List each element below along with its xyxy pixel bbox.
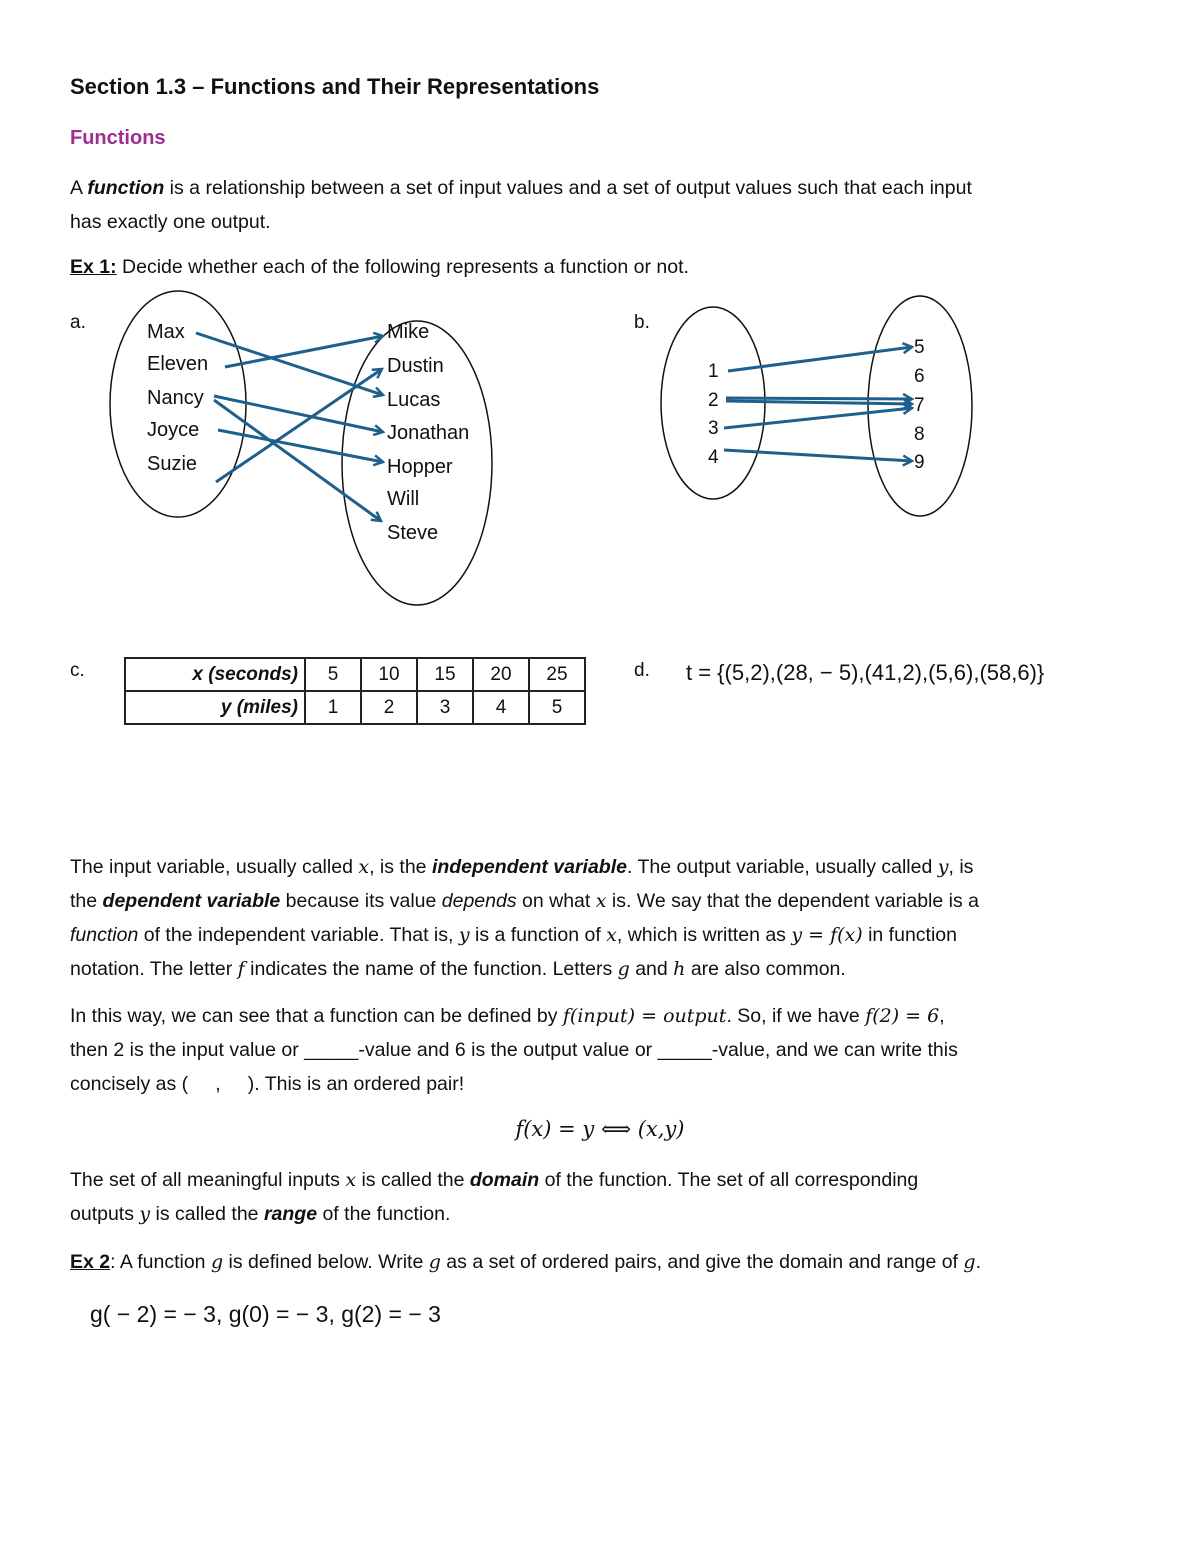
- input-output-paragraph: In this way, we can see that a function can be defined by f(input) = output. So, if we have f(2) = 6, then 2 is the input value or _____-value and 6 is the output value or _____-value, and we can write this concisely as ( , ). This is an ordered pair!: [70, 1005, 958, 1095]
- output-hopper: Hopper: [387, 456, 453, 478]
- input-4: 4: [708, 447, 719, 468]
- input-suzie: Suzie: [147, 453, 198, 475]
- page-title: Section 1.3 – Functions and Their Representations: [70, 74, 600, 99]
- variables-paragraph: The input variable, usually called x, is the independent variable. The output variable, usually called y, is the dependent variable because its value depends on what x is. We say that the dependent variable is a function of the independent variable. That is, y is a function of x, which is written as y = f(x) in function notation. The letter f indicates the name of the function. Letters g and h are also common.: [70, 856, 979, 980]
- function-term: function: [87, 177, 165, 199]
- part-c-label: c.: [70, 660, 85, 681]
- output-6: 6: [914, 366, 925, 387]
- table-cell: 10: [361, 658, 417, 691]
- ex1-prompt: Ex 1: Decide whether each of the following represents a function or not.: [70, 256, 689, 278]
- table-row-y: [125, 691, 585, 724]
- input-joyce: Joyce: [147, 419, 200, 441]
- input-3: 3: [708, 418, 719, 439]
- range-term: range: [263, 1203, 318, 1225]
- output-5: 5: [914, 337, 925, 358]
- output-9: 9: [914, 452, 925, 473]
- table-row-x: [125, 658, 585, 691]
- arrow-2-7b: [726, 401, 912, 404]
- table-cell: 25: [529, 658, 585, 691]
- part-d-label: d.: [634, 660, 650, 681]
- output-lucas: Lucas: [387, 389, 441, 411]
- output-jonathan: Jonathan: [387, 422, 470, 444]
- function-definition: A function is a relationship between a set of input values and a set of output values such that each input has exactly one output.: [70, 177, 972, 233]
- output-will: Will: [387, 488, 420, 510]
- output-7: 7: [914, 395, 925, 416]
- ex1-label: Ex 1:: [70, 256, 117, 278]
- data-table-c: [124, 657, 586, 725]
- input-max: Max: [147, 321, 185, 343]
- part-a-label: a.: [70, 312, 86, 333]
- arrow-joyce-hopper: [218, 430, 383, 462]
- function-equivalence: f(x) = y ⟺ (x,y): [515, 1117, 685, 1141]
- arrow-nancy-steve: [214, 400, 381, 521]
- part-b-label: b.: [634, 312, 650, 333]
- input-1: 1: [708, 361, 719, 382]
- output-steve: Steve: [387, 522, 439, 544]
- table-cell: 5: [529, 691, 585, 724]
- mapping-diagram-b: [650, 290, 990, 530]
- table-cell: 1: [305, 691, 361, 724]
- arrow-2-7: [726, 398, 912, 399]
- independent-variable-term: independent variable: [431, 856, 627, 878]
- mapping-diagram-a: [100, 290, 510, 620]
- table-cell: 4: [473, 691, 529, 724]
- arrow-4-9: [724, 450, 912, 461]
- table-cell: 3: [417, 691, 473, 724]
- table-cell: 5: [305, 658, 361, 691]
- output-mike: Mike: [387, 321, 430, 343]
- input-nancy: Nancy: [147, 387, 204, 409]
- section-subheading: Functions: [70, 127, 166, 149]
- arrow-1-5: [728, 347, 912, 371]
- input-eleven: Eleven: [147, 353, 209, 375]
- ex2-label: Ex 2: [70, 1251, 111, 1273]
- ordered-pair-set-d: t = {(5,2),(28, − 5),(41,2),(5,6),(58,6)}: [686, 660, 1045, 685]
- dependent-variable-term: dependent variable: [102, 890, 281, 912]
- output-8: 8: [914, 424, 925, 445]
- domain-range-paragraph: The set of all meaningful inputs x is called the domain of the function. The set of all corresponding outputs y is called the range of the function.: [70, 1169, 919, 1225]
- input-2: 2: [708, 390, 719, 411]
- table-cell: 2: [361, 691, 417, 724]
- arrow-3-7: [724, 408, 912, 428]
- table-cell: 15: [417, 658, 473, 691]
- x-header: x (seconds): [192, 663, 298, 685]
- ex2-prompt: Ex 2: A function g is defined below. Write g as a set of ordered pairs, and give the domain and range of g.: [70, 1251, 981, 1273]
- domain-term: domain: [469, 1169, 540, 1191]
- g-definition: g( − 2) = − 3, g(0) = − 3, g(2) = − 3: [90, 1301, 441, 1327]
- table-cell: 20: [473, 658, 529, 691]
- y-header: y (miles): [220, 696, 298, 718]
- output-dustin: Dustin: [387, 355, 444, 377]
